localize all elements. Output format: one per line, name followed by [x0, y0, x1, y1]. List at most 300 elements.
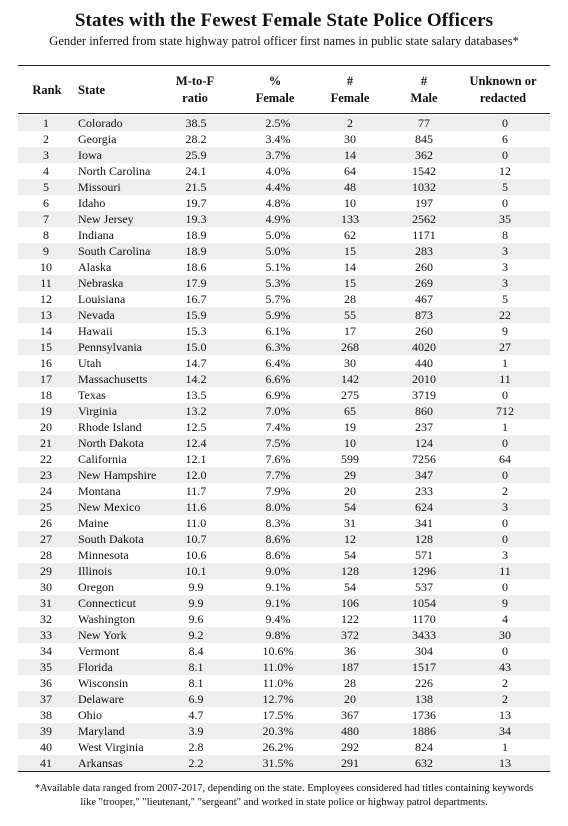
ratio-cell: 9.2: [188, 628, 204, 642]
state-cell: Illinois: [78, 564, 113, 578]
unknown-cell: 2: [502, 692, 508, 706]
footnote: [14, 782, 554, 810]
rank-cell: 8: [43, 228, 49, 242]
unknown-cell: 0: [502, 388, 508, 402]
state-cell: Utah: [78, 356, 102, 370]
unknown-cell: 3: [502, 500, 508, 514]
pct-female-cell: 4.4%: [265, 180, 291, 194]
header-male-line1: #: [420, 74, 428, 88]
table-row: [18, 323, 550, 339]
num-female-cell: 142: [341, 372, 359, 386]
table-row: [18, 419, 550, 435]
num-male-cell: 304: [415, 644, 433, 658]
num-male-cell: 860: [415, 404, 433, 418]
state-cell: Montana: [78, 484, 121, 498]
num-female-cell: 54: [344, 580, 356, 594]
rank-cell: 11: [40, 276, 52, 290]
rank-cell: 2: [43, 132, 49, 146]
ratio-cell: 18.9: [185, 244, 207, 258]
rank-cell: 41: [40, 756, 52, 770]
pct-female-cell: 8.3%: [265, 516, 291, 530]
unknown-cell: 30: [499, 628, 511, 642]
table-row: [18, 115, 550, 131]
ratio-cell: 6.9: [188, 692, 204, 706]
num-male-cell: 2010: [412, 372, 436, 386]
pct-female-cell: 4.0%: [265, 164, 291, 178]
state-cell: Oregon: [78, 580, 114, 594]
num-male-cell: 1296: [412, 564, 436, 578]
num-female-cell: 12: [344, 532, 356, 546]
header-num-female: [318, 73, 382, 107]
num-female-cell: 30: [344, 356, 356, 370]
rank-cell: 28: [40, 548, 52, 562]
rank-cell: 29: [40, 564, 52, 578]
unknown-cell: 0: [502, 468, 508, 482]
pct-female-cell: 9.8%: [265, 628, 291, 642]
unknown-cell: 8: [502, 228, 508, 242]
num-male-cell: 341: [415, 516, 433, 530]
rank-cell: 7: [43, 212, 49, 226]
num-male-cell: 1054: [412, 596, 436, 610]
header-unknown-line1: Unknown or: [469, 74, 537, 88]
table-bottom-rule: [18, 771, 550, 772]
num-female-cell: 20: [344, 692, 356, 706]
rank-cell: 26: [40, 516, 52, 530]
num-male-cell: 632: [415, 756, 433, 770]
unknown-cell: 0: [502, 580, 508, 594]
num-female-cell: 14: [344, 260, 356, 274]
rank-cell: 37: [40, 692, 52, 706]
state-cell: West Virginia: [78, 740, 144, 754]
header-ratio-line1: M-to-F: [175, 74, 215, 88]
table-row: [18, 371, 550, 387]
num-female-cell: 28: [344, 292, 356, 306]
pct-female-cell: 2.5%: [265, 116, 291, 130]
state-cell: New Mexico: [78, 500, 141, 514]
num-male-cell: 1736: [412, 708, 436, 722]
num-male-cell: 1170: [412, 612, 436, 626]
table-row: [18, 611, 550, 627]
rank-cell: 21: [40, 436, 52, 450]
ratio-cell: 4.7: [188, 708, 204, 722]
ratio-cell: 10.1: [185, 564, 207, 578]
rank-cell: 24: [40, 484, 52, 498]
unknown-cell: 0: [502, 116, 508, 130]
ratio-cell: 9.9: [188, 580, 204, 594]
unknown-cell: 34: [499, 724, 511, 738]
num-female-cell: 30: [344, 132, 356, 146]
state-cell: Rhode Island: [78, 420, 142, 434]
table-row: [18, 675, 550, 691]
state-cell: Massachusetts: [78, 372, 148, 386]
num-male-cell: 571: [415, 548, 433, 562]
ratio-cell: 15.3: [185, 324, 207, 338]
unknown-cell: 13: [499, 756, 511, 770]
ratio-cell: 15.0: [185, 340, 207, 354]
state-cell: Delaware: [78, 692, 124, 706]
unknown-cell: 6: [502, 132, 508, 146]
num-male-cell: 269: [415, 276, 433, 290]
table-row: [18, 195, 550, 211]
num-female-cell: 48: [344, 180, 356, 194]
ratio-cell: 12.5: [185, 420, 207, 434]
pct-female-cell: 6.6%: [265, 372, 291, 386]
ratio-cell: 14.7: [185, 356, 207, 370]
rank-cell: 4: [43, 164, 49, 178]
ratio-cell: 12.0: [185, 468, 207, 482]
ratio-cell: 12.1: [185, 452, 207, 466]
pct-female-cell: 4.8%: [265, 196, 291, 210]
ratio-cell: 11.0: [185, 516, 207, 530]
table-row: [18, 307, 550, 323]
rank-cell: 18: [40, 388, 52, 402]
table-row: [18, 483, 550, 499]
rank-cell: 3: [43, 148, 49, 162]
unknown-cell: 712: [496, 404, 514, 418]
pct-female-cell: 6.9%: [265, 388, 291, 402]
num-male-cell: 283: [415, 244, 433, 258]
rank-cell: 17: [40, 372, 52, 386]
pct-female-cell: 5.1%: [265, 260, 291, 274]
state-cell: New Jersey: [78, 212, 134, 226]
pct-female-cell: 9.1%: [265, 596, 291, 610]
pct-female-cell: 6.3%: [265, 340, 291, 354]
header-pct-line1: %: [268, 74, 282, 88]
header-ratio-line2: ratio: [182, 91, 208, 105]
pct-female-cell: 26.2%: [262, 740, 294, 754]
state-cell: New York: [78, 628, 127, 642]
unknown-cell: 3: [502, 548, 508, 562]
num-female-cell: 62: [344, 228, 356, 242]
pct-female-cell: 31.5%: [262, 756, 294, 770]
num-male-cell: 1517: [412, 660, 436, 674]
rank-cell: 19: [40, 404, 52, 418]
num-female-cell: 28: [344, 676, 356, 690]
num-female-cell: 292: [341, 740, 359, 754]
num-male-cell: 233: [415, 484, 433, 498]
rank-cell: 9: [43, 244, 49, 258]
num-female-cell: 367: [341, 708, 359, 722]
table-row: [18, 499, 550, 515]
state-cell: Minnesota: [78, 548, 129, 562]
ratio-cell: 18.6: [185, 260, 207, 274]
state-cell: Louisiana: [78, 292, 126, 306]
header-female-line1: #: [346, 74, 354, 88]
num-male-cell: 1886: [412, 724, 436, 738]
state-cell: Indiana: [78, 228, 114, 242]
table-row: [18, 595, 550, 611]
pct-female-cell: 4.9%: [265, 212, 291, 226]
table-row: [18, 451, 550, 467]
num-male-cell: 362: [415, 148, 433, 162]
state-cell: Ohio: [78, 708, 102, 722]
num-female-cell: 36: [344, 644, 356, 658]
pct-female-cell: 8.6%: [265, 532, 291, 546]
rank-cell: 30: [40, 580, 52, 594]
state-cell: South Carolina: [78, 244, 151, 258]
state-cell: Colorado: [78, 116, 123, 130]
num-male-cell: 1171: [412, 228, 436, 242]
unknown-cell: 3: [502, 276, 508, 290]
state-cell: South Dakota: [78, 532, 144, 546]
unknown-cell: 0: [502, 532, 508, 546]
num-male-cell: 537: [415, 580, 433, 594]
header-ratio: [170, 73, 220, 107]
num-male-cell: 1542: [412, 164, 436, 178]
rank-cell: 1: [43, 116, 49, 130]
num-female-cell: 19: [344, 420, 356, 434]
num-male-cell: 3433: [412, 628, 436, 642]
num-male-cell: 347: [415, 468, 433, 482]
header-male-line2: Male: [410, 91, 438, 105]
unknown-cell: 0: [502, 196, 508, 210]
rank-cell: 6: [43, 196, 49, 210]
num-female-cell: 128: [341, 564, 359, 578]
pct-female-cell: 20.3%: [262, 724, 294, 738]
table-row: [18, 387, 550, 403]
header-state: State: [78, 83, 106, 97]
num-female-cell: 291: [341, 756, 359, 770]
footnote-line1: *Available data ranged from 2007-2017, depending on the state. Employees considered had titles containing keywords: [34, 783, 534, 794]
unknown-cell: 22: [499, 308, 511, 322]
num-male-cell: 873: [415, 308, 433, 322]
pct-female-cell: 7.9%: [265, 484, 291, 498]
unknown-cell: 2: [502, 484, 508, 498]
ratio-cell: 28.2: [185, 132, 207, 146]
state-cell: Alaska: [78, 260, 112, 274]
num-female-cell: 64: [344, 164, 356, 178]
ratio-cell: 11.7: [185, 484, 207, 498]
unknown-cell: 12: [499, 164, 511, 178]
header-unknown-line2: redacted: [479, 91, 527, 105]
ratio-cell: 12.4: [185, 436, 207, 450]
rank-cell: 16: [40, 356, 52, 370]
table-header-rule: [18, 113, 550, 114]
num-female-cell: 55: [344, 308, 356, 322]
pct-female-cell: 6.1%: [265, 324, 291, 338]
num-male-cell: 1032: [412, 180, 436, 194]
unknown-cell: 2: [502, 676, 508, 690]
ratio-cell: 15.9: [185, 308, 207, 322]
unknown-cell: 0: [502, 644, 508, 658]
num-male-cell: 138: [415, 692, 433, 706]
table-top-rule: [18, 65, 550, 66]
table-row: [18, 179, 550, 195]
num-male-cell: 260: [415, 260, 433, 274]
num-male-cell: 845: [415, 132, 433, 146]
header-unknown: [458, 73, 548, 107]
pct-female-cell: 10.6%: [262, 644, 294, 658]
table-row: [18, 259, 550, 275]
table-body: [18, 115, 550, 771]
unknown-cell: 64: [499, 452, 511, 466]
pct-female-cell: 9.1%: [265, 580, 291, 594]
table-row: [18, 643, 550, 659]
ratio-cell: 9.9: [188, 596, 204, 610]
ratio-cell: 13.5: [185, 388, 207, 402]
pct-female-cell: 3.7%: [265, 148, 291, 162]
rank-cell: 27: [40, 532, 52, 546]
unknown-cell: 1: [502, 740, 508, 754]
ratio-cell: 21.5: [185, 180, 207, 194]
num-female-cell: 17: [344, 324, 356, 338]
ratio-cell: 8.1: [188, 660, 204, 674]
num-male-cell: 128: [415, 532, 433, 546]
rank-cell: 35: [40, 660, 52, 674]
ratio-cell: 19.3: [185, 212, 207, 226]
rank-cell: 36: [40, 676, 52, 690]
table-row: [18, 547, 550, 563]
ratio-cell: 2.2: [188, 756, 204, 770]
rank-cell: 14: [40, 324, 52, 338]
num-female-cell: 2: [347, 116, 353, 130]
unknown-cell: 43: [499, 660, 511, 674]
table-row: [18, 211, 550, 227]
state-cell: Washington: [78, 612, 136, 626]
header-pct-line2: Female: [255, 91, 295, 105]
unknown-cell: 0: [502, 516, 508, 530]
num-female-cell: 122: [341, 612, 359, 626]
table-row: [18, 291, 550, 307]
ratio-cell: 2.8: [188, 740, 204, 754]
rank-cell: 5: [43, 180, 49, 194]
table-row: [18, 163, 550, 179]
unknown-cell: 1: [502, 356, 508, 370]
unknown-cell: 4: [502, 612, 508, 626]
num-female-cell: 10: [344, 436, 356, 450]
num-female-cell: 15: [344, 276, 356, 290]
rank-cell: 32: [40, 612, 52, 626]
num-male-cell: 77: [418, 116, 430, 130]
pct-female-cell: 7.0%: [265, 404, 291, 418]
state-cell: New Hampshire: [78, 468, 157, 482]
rank-cell: 12: [40, 292, 52, 306]
num-male-cell: 197: [415, 196, 433, 210]
unknown-cell: 1: [502, 420, 508, 434]
table-row: [18, 627, 550, 643]
state-cell: California: [78, 452, 127, 466]
rank-cell: 25: [40, 500, 52, 514]
state-cell: Iowa: [78, 148, 102, 162]
table-row: [18, 467, 550, 483]
num-female-cell: 65: [344, 404, 356, 418]
state-cell: Idaho: [78, 196, 106, 210]
pct-female-cell: 12.7%: [262, 692, 294, 706]
num-male-cell: 260: [415, 324, 433, 338]
num-female-cell: 31: [344, 516, 356, 530]
state-cell: Nebraska: [78, 276, 124, 290]
state-cell: Missouri: [78, 180, 121, 194]
ratio-cell: 8.4: [188, 644, 204, 658]
pct-female-cell: 6.4%: [265, 356, 291, 370]
pct-female-cell: 5.7%: [265, 292, 291, 306]
num-male-cell: 124: [415, 436, 433, 450]
pct-female-cell: 8.0%: [265, 500, 291, 514]
ratio-cell: 19.7: [185, 196, 207, 210]
table-row: [18, 147, 550, 163]
state-cell: Vermont: [78, 644, 120, 658]
state-cell: Pennsylvania: [78, 340, 142, 354]
num-male-cell: 467: [415, 292, 433, 306]
ratio-cell: 10.7: [185, 532, 207, 546]
pct-female-cell: 7.5%: [265, 436, 291, 450]
rank-cell: 13: [40, 308, 52, 322]
page-subtitle: Gender inferred from state highway patrol officer first names in public state salary databases*: [49, 34, 519, 48]
unknown-cell: 11: [499, 372, 511, 386]
state-cell: Connecticut: [78, 596, 136, 610]
table-row: [18, 563, 550, 579]
footnote-line2: like "trooper," "lieutenant," "sergeant" and worked in state police or highway patrol departments.: [80, 797, 488, 808]
state-cell: Hawaii: [78, 324, 113, 338]
table-row: [18, 531, 550, 547]
unknown-cell: 5: [502, 292, 508, 306]
ratio-cell: 25.9: [185, 148, 207, 162]
unknown-cell: 5: [502, 180, 508, 194]
state-cell: Virginia: [78, 404, 118, 418]
num-male-cell: 824: [415, 740, 433, 754]
page-title: States with the Fewest Female State Police Officers: [74, 10, 494, 31]
state-cell: Nevada: [78, 308, 115, 322]
num-female-cell: 54: [344, 500, 356, 514]
state-cell: Wisconsin: [78, 676, 129, 690]
state-cell: North Carolina: [78, 164, 151, 178]
ratio-cell: 38.5: [185, 116, 207, 130]
num-male-cell: 226: [415, 676, 433, 690]
ratio-cell: 16.7: [185, 292, 207, 306]
rank-cell: 34: [40, 644, 52, 658]
unknown-cell: 3: [502, 244, 508, 258]
num-female-cell: 29: [344, 468, 356, 482]
state-cell: Florida: [78, 660, 113, 674]
ratio-cell: 17.9: [185, 276, 207, 290]
rank-cell: 22: [40, 452, 52, 466]
pct-female-cell: 17.5%: [262, 708, 294, 722]
pct-female-cell: 11.0%: [262, 660, 294, 674]
ratio-cell: 18.9: [185, 228, 207, 242]
table-row: [18, 243, 550, 259]
ratio-cell: 24.1: [185, 164, 207, 178]
state-cell: Georgia: [78, 132, 117, 146]
pct-female-cell: 5.0%: [265, 228, 291, 242]
rank-cell: 39: [40, 724, 52, 738]
pct-female-cell: 11.0%: [262, 676, 294, 690]
num-male-cell: 3719: [412, 388, 436, 402]
table-row: [18, 739, 550, 755]
state-cell: Maryland: [78, 724, 125, 738]
rank-cell: 40: [40, 740, 52, 754]
num-female-cell: 10: [344, 196, 356, 210]
state-cell: Maine: [78, 516, 109, 530]
pct-female-cell: 9.0%: [265, 564, 291, 578]
unknown-cell: 0: [502, 436, 508, 450]
pct-female-cell: 8.6%: [265, 548, 291, 562]
ratio-cell: 13.2: [185, 404, 207, 418]
table-row: [18, 355, 550, 371]
pct-female-cell: 3.4%: [265, 132, 291, 146]
num-female-cell: 15: [344, 244, 356, 258]
num-female-cell: 106: [341, 596, 359, 610]
table-row: [18, 339, 550, 355]
num-male-cell: 4020: [412, 340, 436, 354]
ratio-cell: 10.6: [185, 548, 207, 562]
num-female-cell: 275: [341, 388, 359, 402]
table-row: [18, 755, 550, 771]
num-female-cell: 599: [341, 452, 359, 466]
unknown-cell: 11: [499, 564, 511, 578]
pct-female-cell: 5.9%: [265, 308, 291, 322]
unknown-cell: 9: [502, 596, 508, 610]
pct-female-cell: 7.4%: [265, 420, 291, 434]
